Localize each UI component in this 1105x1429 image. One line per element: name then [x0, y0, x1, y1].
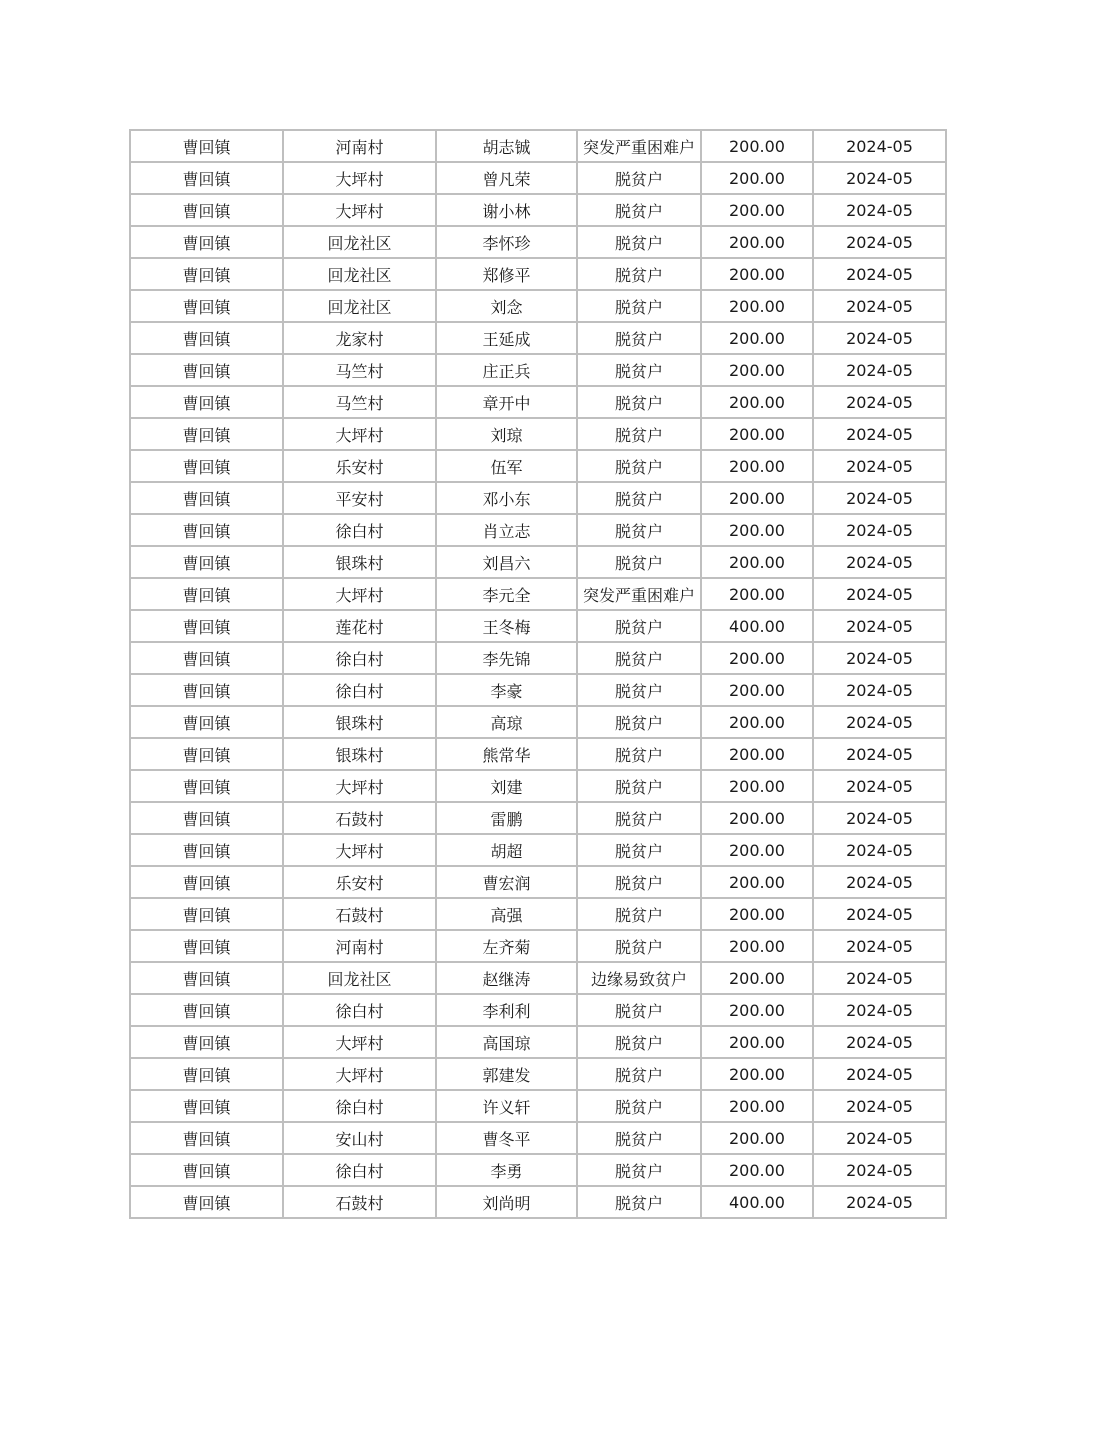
household-type-cell: 脱贫户 — [577, 514, 701, 546]
town-cell: 曹回镇 — [130, 322, 283, 354]
table-row — [130, 1122, 946, 1154]
amount-cell: 200.00 — [701, 1122, 813, 1154]
household-type-cell: 脱贫户 — [577, 1090, 701, 1122]
town-cell: 曹回镇 — [130, 514, 283, 546]
month-cell: 2024-05 — [813, 898, 946, 930]
town-cell: 曹回镇 — [130, 706, 283, 738]
name-cell: 刘尚明 — [436, 1186, 577, 1218]
month-cell: 2024-05 — [813, 866, 946, 898]
town-cell: 曹回镇 — [130, 802, 283, 834]
month-cell: 2024-05 — [813, 642, 946, 674]
amount-cell: 200.00 — [701, 546, 813, 578]
name-cell: 李利利 — [436, 994, 577, 1026]
month-cell: 2024-05 — [813, 1058, 946, 1090]
month-cell: 2024-05 — [813, 290, 946, 322]
month-cell: 2024-05 — [813, 354, 946, 386]
household-type-cell: 脱贫户 — [577, 706, 701, 738]
table-row — [130, 546, 946, 578]
village-cell: 石鼓村 — [283, 1186, 436, 1218]
amount-cell: 400.00 — [701, 1186, 813, 1218]
month-cell: 2024-05 — [813, 770, 946, 802]
month-cell: 2024-05 — [813, 962, 946, 994]
name-cell: 赵继涛 — [436, 962, 577, 994]
amount-cell: 200.00 — [701, 162, 813, 194]
name-cell: 庄正兵 — [436, 354, 577, 386]
town-cell: 曹回镇 — [130, 642, 283, 674]
village-cell: 平安村 — [283, 482, 436, 514]
month-cell: 2024-05 — [813, 194, 946, 226]
amount-cell: 200.00 — [701, 930, 813, 962]
village-cell: 大坪村 — [283, 1026, 436, 1058]
household-type-cell: 脱贫户 — [577, 1154, 701, 1186]
household-type-cell: 脱贫户 — [577, 386, 701, 418]
table-row — [130, 1186, 946, 1218]
table-row — [130, 930, 946, 962]
table-row — [130, 578, 946, 610]
name-cell: 许义轩 — [436, 1090, 577, 1122]
household-type-cell: 突发严重困难户 — [577, 130, 701, 162]
name-cell: 雷鹏 — [436, 802, 577, 834]
table-row — [130, 258, 946, 290]
amount-cell: 200.00 — [701, 578, 813, 610]
household-type-cell: 脱贫户 — [577, 162, 701, 194]
village-cell: 银珠村 — [283, 546, 436, 578]
table-row — [130, 322, 946, 354]
amount-cell: 200.00 — [701, 130, 813, 162]
month-cell: 2024-05 — [813, 514, 946, 546]
subsidy-table — [129, 129, 947, 1219]
household-type-cell: 脱贫户 — [577, 450, 701, 482]
town-cell: 曹回镇 — [130, 354, 283, 386]
amount-cell: 200.00 — [701, 482, 813, 514]
village-cell: 徐白村 — [283, 994, 436, 1026]
table-row — [130, 290, 946, 322]
village-cell: 大坪村 — [283, 1058, 436, 1090]
month-cell: 2024-05 — [813, 834, 946, 866]
amount-cell: 200.00 — [701, 898, 813, 930]
household-type-cell: 脱贫户 — [577, 322, 701, 354]
table-row — [130, 962, 946, 994]
household-type-cell: 脱贫户 — [577, 802, 701, 834]
town-cell: 曹回镇 — [130, 482, 283, 514]
table-row — [130, 1058, 946, 1090]
table-row — [130, 866, 946, 898]
name-cell: 李元全 — [436, 578, 577, 610]
amount-cell: 200.00 — [701, 258, 813, 290]
month-cell: 2024-05 — [813, 450, 946, 482]
table-row — [130, 450, 946, 482]
amount-cell: 200.00 — [701, 802, 813, 834]
name-cell: 胡志铖 — [436, 130, 577, 162]
village-cell: 徐白村 — [283, 1154, 436, 1186]
village-cell: 徐白村 — [283, 642, 436, 674]
town-cell: 曹回镇 — [130, 1026, 283, 1058]
household-type-cell: 脱贫户 — [577, 674, 701, 706]
town-cell: 曹回镇 — [130, 994, 283, 1026]
household-type-cell: 脱贫户 — [577, 770, 701, 802]
month-cell: 2024-05 — [813, 162, 946, 194]
amount-cell: 200.00 — [701, 290, 813, 322]
village-cell: 莲花村 — [283, 610, 436, 642]
village-cell: 徐白村 — [283, 674, 436, 706]
town-cell: 曹回镇 — [130, 290, 283, 322]
household-type-cell: 脱贫户 — [577, 1058, 701, 1090]
name-cell: 郑修平 — [436, 258, 577, 290]
amount-cell: 200.00 — [701, 770, 813, 802]
town-cell: 曹回镇 — [130, 546, 283, 578]
village-cell: 乐安村 — [283, 866, 436, 898]
village-cell: 大坪村 — [283, 834, 436, 866]
name-cell: 熊常华 — [436, 738, 577, 770]
amount-cell: 200.00 — [701, 738, 813, 770]
village-cell: 乐安村 — [283, 450, 436, 482]
amount-cell: 200.00 — [701, 194, 813, 226]
village-cell: 银珠村 — [283, 738, 436, 770]
household-type-cell: 脱贫户 — [577, 994, 701, 1026]
table-row — [130, 898, 946, 930]
household-type-cell: 脱贫户 — [577, 610, 701, 642]
table-row — [130, 706, 946, 738]
village-cell: 回龙社区 — [283, 258, 436, 290]
month-cell: 2024-05 — [813, 994, 946, 1026]
table-row — [130, 482, 946, 514]
table-row — [130, 514, 946, 546]
household-type-cell: 脱贫户 — [577, 354, 701, 386]
month-cell: 2024-05 — [813, 578, 946, 610]
month-cell: 2024-05 — [813, 130, 946, 162]
table-row — [130, 738, 946, 770]
household-type-cell: 脱贫户 — [577, 738, 701, 770]
household-type-cell: 脱贫户 — [577, 1186, 701, 1218]
amount-cell: 200.00 — [701, 1090, 813, 1122]
table-body — [130, 130, 946, 1218]
month-cell: 2024-05 — [813, 386, 946, 418]
town-cell: 曹回镇 — [130, 674, 283, 706]
village-cell: 银珠村 — [283, 706, 436, 738]
month-cell: 2024-05 — [813, 418, 946, 450]
household-type-cell: 脱贫户 — [577, 418, 701, 450]
household-type-cell: 脱贫户 — [577, 1122, 701, 1154]
table-row — [130, 162, 946, 194]
village-cell: 马竺村 — [283, 386, 436, 418]
village-cell: 回龙社区 — [283, 226, 436, 258]
town-cell: 曹回镇 — [130, 866, 283, 898]
amount-cell: 200.00 — [701, 514, 813, 546]
month-cell: 2024-05 — [813, 674, 946, 706]
month-cell: 2024-05 — [813, 258, 946, 290]
town-cell: 曹回镇 — [130, 898, 283, 930]
household-type-cell: 脱贫户 — [577, 258, 701, 290]
month-cell: 2024-05 — [813, 738, 946, 770]
month-cell: 2024-05 — [813, 1186, 946, 1218]
amount-cell: 200.00 — [701, 866, 813, 898]
household-type-cell: 脱贫户 — [577, 1026, 701, 1058]
town-cell: 曹回镇 — [130, 834, 283, 866]
table-row — [130, 834, 946, 866]
name-cell: 胡超 — [436, 834, 577, 866]
table-row — [130, 674, 946, 706]
town-cell: 曹回镇 — [130, 1186, 283, 1218]
village-cell: 河南村 — [283, 130, 436, 162]
town-cell: 曹回镇 — [130, 194, 283, 226]
name-cell: 李豪 — [436, 674, 577, 706]
table-row — [130, 354, 946, 386]
name-cell: 肖立志 — [436, 514, 577, 546]
household-type-cell: 脱贫户 — [577, 834, 701, 866]
village-cell: 大坪村 — [283, 770, 436, 802]
name-cell: 曾凡荣 — [436, 162, 577, 194]
amount-cell: 400.00 — [701, 610, 813, 642]
name-cell: 高国琼 — [436, 1026, 577, 1058]
month-cell: 2024-05 — [813, 322, 946, 354]
household-type-cell: 脱贫户 — [577, 642, 701, 674]
household-type-cell: 脱贫户 — [577, 546, 701, 578]
amount-cell: 200.00 — [701, 674, 813, 706]
name-cell: 刘念 — [436, 290, 577, 322]
table-row — [130, 802, 946, 834]
town-cell: 曹回镇 — [130, 130, 283, 162]
name-cell: 邓小东 — [436, 482, 577, 514]
town-cell: 曹回镇 — [130, 578, 283, 610]
village-cell: 徐白村 — [283, 514, 436, 546]
village-cell: 回龙社区 — [283, 962, 436, 994]
household-type-cell: 脱贫户 — [577, 898, 701, 930]
amount-cell: 200.00 — [701, 322, 813, 354]
name-cell: 刘建 — [436, 770, 577, 802]
town-cell: 曹回镇 — [130, 386, 283, 418]
amount-cell: 200.00 — [701, 386, 813, 418]
town-cell: 曹回镇 — [130, 770, 283, 802]
village-cell: 龙家村 — [283, 322, 436, 354]
town-cell: 曹回镇 — [130, 1122, 283, 1154]
amount-cell: 200.00 — [701, 642, 813, 674]
name-cell: 曹冬平 — [436, 1122, 577, 1154]
household-type-cell: 边缘易致贫户 — [577, 962, 701, 994]
village-cell: 石鼓村 — [283, 802, 436, 834]
amount-cell: 200.00 — [701, 1058, 813, 1090]
town-cell: 曹回镇 — [130, 450, 283, 482]
name-cell: 高琼 — [436, 706, 577, 738]
household-type-cell: 脱贫户 — [577, 930, 701, 962]
month-cell: 2024-05 — [813, 226, 946, 258]
name-cell: 李勇 — [436, 1154, 577, 1186]
town-cell: 曹回镇 — [130, 162, 283, 194]
amount-cell: 200.00 — [701, 994, 813, 1026]
town-cell: 曹回镇 — [130, 226, 283, 258]
household-type-cell: 脱贫户 — [577, 866, 701, 898]
town-cell: 曹回镇 — [130, 962, 283, 994]
name-cell: 刘琼 — [436, 418, 577, 450]
month-cell: 2024-05 — [813, 546, 946, 578]
village-cell: 马竺村 — [283, 354, 436, 386]
amount-cell: 200.00 — [701, 354, 813, 386]
town-cell: 曹回镇 — [130, 258, 283, 290]
name-cell: 曹宏润 — [436, 866, 577, 898]
village-cell: 大坪村 — [283, 162, 436, 194]
name-cell: 高强 — [436, 898, 577, 930]
amount-cell: 200.00 — [701, 962, 813, 994]
name-cell: 王延成 — [436, 322, 577, 354]
town-cell: 曹回镇 — [130, 610, 283, 642]
amount-cell: 200.00 — [701, 226, 813, 258]
town-cell: 曹回镇 — [130, 418, 283, 450]
household-type-cell: 突发严重困难户 — [577, 578, 701, 610]
table-row — [130, 642, 946, 674]
household-type-cell: 脱贫户 — [577, 290, 701, 322]
table-row — [130, 1154, 946, 1186]
month-cell: 2024-05 — [813, 1154, 946, 1186]
village-cell: 大坪村 — [283, 418, 436, 450]
month-cell: 2024-05 — [813, 930, 946, 962]
name-cell: 郭建发 — [436, 1058, 577, 1090]
month-cell: 2024-05 — [813, 610, 946, 642]
town-cell: 曹回镇 — [130, 930, 283, 962]
household-type-cell: 脱贫户 — [577, 482, 701, 514]
household-type-cell: 脱贫户 — [577, 194, 701, 226]
month-cell: 2024-05 — [813, 706, 946, 738]
month-cell: 2024-05 — [813, 1122, 946, 1154]
table-row — [130, 1090, 946, 1122]
table-row — [130, 770, 946, 802]
table-row — [130, 610, 946, 642]
town-cell: 曹回镇 — [130, 1090, 283, 1122]
amount-cell: 200.00 — [701, 834, 813, 866]
month-cell: 2024-05 — [813, 802, 946, 834]
village-cell: 河南村 — [283, 930, 436, 962]
household-type-cell: 脱贫户 — [577, 226, 701, 258]
table-row — [130, 418, 946, 450]
village-cell: 石鼓村 — [283, 898, 436, 930]
month-cell: 2024-05 — [813, 1090, 946, 1122]
table-row — [130, 386, 946, 418]
name-cell: 王冬梅 — [436, 610, 577, 642]
month-cell: 2024-05 — [813, 1026, 946, 1058]
name-cell: 刘昌六 — [436, 546, 577, 578]
village-cell: 回龙社区 — [283, 290, 436, 322]
name-cell: 谢小林 — [436, 194, 577, 226]
village-cell: 大坪村 — [283, 578, 436, 610]
name-cell: 李先锦 — [436, 642, 577, 674]
amount-cell: 200.00 — [701, 450, 813, 482]
amount-cell: 200.00 — [701, 418, 813, 450]
name-cell: 章开中 — [436, 386, 577, 418]
village-cell: 徐白村 — [283, 1090, 436, 1122]
amount-cell: 200.00 — [701, 1026, 813, 1058]
village-cell: 安山村 — [283, 1122, 436, 1154]
name-cell: 伍军 — [436, 450, 577, 482]
table-row — [130, 130, 946, 162]
town-cell: 曹回镇 — [130, 1154, 283, 1186]
town-cell: 曹回镇 — [130, 738, 283, 770]
name-cell: 左齐菊 — [436, 930, 577, 962]
town-cell: 曹回镇 — [130, 1058, 283, 1090]
table-row — [130, 226, 946, 258]
village-cell: 大坪村 — [283, 194, 436, 226]
name-cell: 李怀珍 — [436, 226, 577, 258]
amount-cell: 200.00 — [701, 706, 813, 738]
table-row — [130, 994, 946, 1026]
month-cell: 2024-05 — [813, 482, 946, 514]
table-row — [130, 1026, 946, 1058]
table-row — [130, 194, 946, 226]
amount-cell: 200.00 — [701, 1154, 813, 1186]
